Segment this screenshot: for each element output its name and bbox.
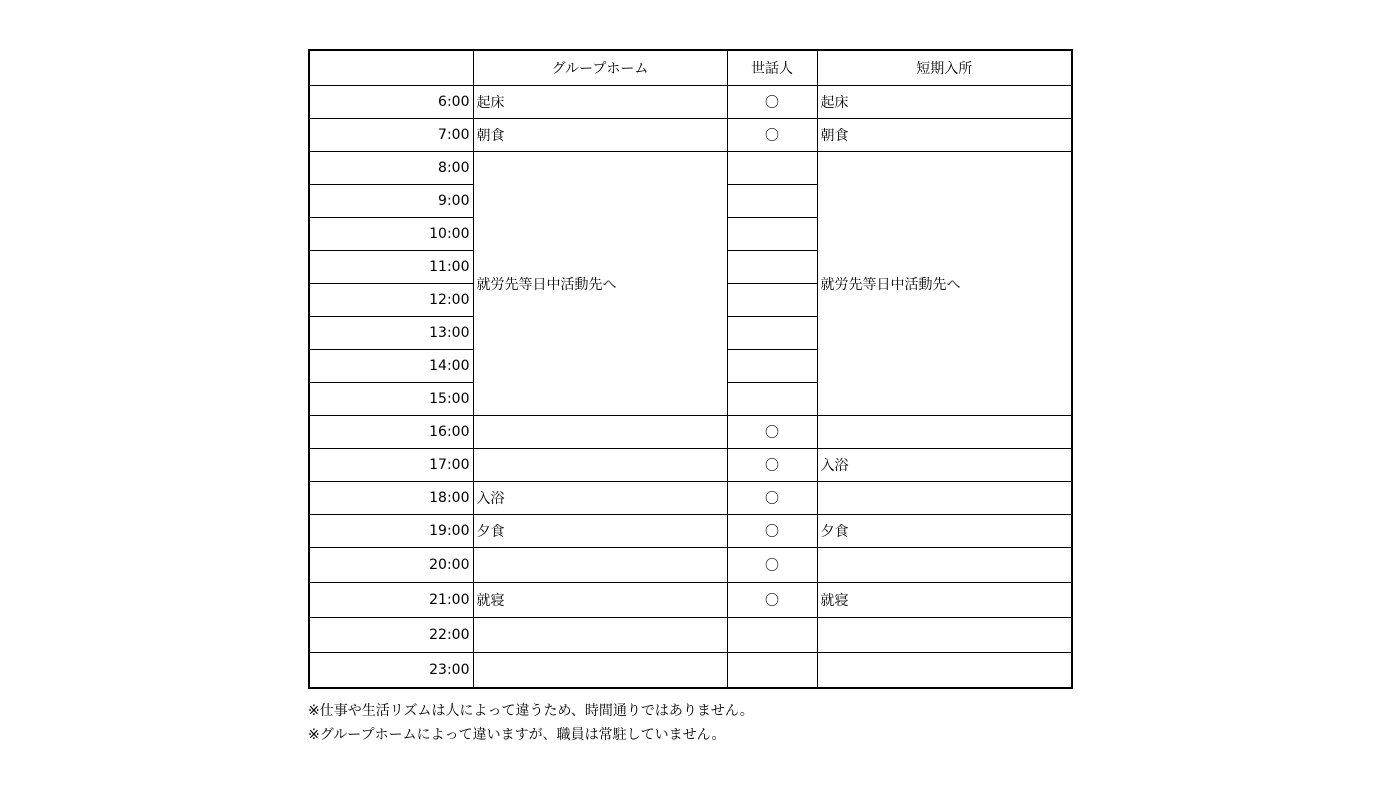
short-stay-daytime-cell: 就労先等日中活動先へ — [817, 152, 1072, 416]
table-row — [309, 152, 1072, 185]
group-home-cell: 起床 — [473, 86, 727, 119]
caretaker-cell — [727, 618, 817, 653]
table-row — [309, 86, 1072, 119]
group-home-cell — [473, 548, 727, 583]
caretaker-cell — [727, 218, 817, 251]
caretaker-cell: 〇 — [727, 482, 817, 515]
short-stay-cell: 就寝 — [817, 583, 1072, 618]
time-cell: 7:00 — [309, 119, 473, 152]
time-cell: 10:00 — [309, 218, 473, 251]
short-stay-cell — [817, 618, 1072, 653]
caretaker-cell: 〇 — [727, 449, 817, 482]
short-stay-cell: 入浴 — [817, 449, 1072, 482]
group-home-cell: 夕食 — [473, 515, 727, 548]
header-group-home: グループホーム — [473, 50, 727, 86]
short-stay-cell — [817, 482, 1072, 515]
caretaker-cell: 〇 — [727, 86, 817, 119]
short-stay-cell: 朝食 — [817, 119, 1072, 152]
caretaker-cell: 〇 — [727, 416, 817, 449]
time-cell: 23:00 — [309, 653, 473, 689]
time-cell: 17:00 — [309, 449, 473, 482]
header-time-cell — [309, 50, 473, 86]
table-row — [309, 583, 1072, 618]
time-cell: 15:00 — [309, 383, 473, 416]
header-short-stay: 短期入所 — [817, 50, 1072, 86]
caretaker-cell — [727, 185, 817, 218]
time-cell: 8:00 — [309, 152, 473, 185]
group-home-cell — [473, 653, 727, 689]
time-cell: 11:00 — [309, 251, 473, 284]
table-row — [309, 618, 1072, 653]
table-row — [309, 449, 1072, 482]
time-cell: 22:00 — [309, 618, 473, 653]
short-stay-cell — [817, 653, 1072, 689]
time-cell: 19:00 — [309, 515, 473, 548]
header-caretaker: 世話人 — [727, 50, 817, 86]
caretaker-cell: 〇 — [727, 548, 817, 583]
group-home-cell — [473, 449, 727, 482]
short-stay-cell: 夕食 — [817, 515, 1072, 548]
time-cell: 20:00 — [309, 548, 473, 583]
group-home-cell — [473, 416, 727, 449]
caretaker-cell — [727, 350, 817, 383]
short-stay-cell — [817, 416, 1072, 449]
footnote: ※仕事や生活リズムは人によって違うため、時間通りではありません。 — [308, 703, 754, 719]
caretaker-cell — [727, 383, 817, 416]
table-row — [309, 515, 1072, 548]
table-row — [309, 653, 1072, 689]
caretaker-cell: 〇 — [727, 119, 817, 152]
time-cell: 13:00 — [309, 317, 473, 350]
footnote: ※グループホームによって違いますが、職員は常駐していません。 — [308, 727, 726, 743]
daily-schedule-table — [308, 49, 1073, 689]
time-cell: 16:00 — [309, 416, 473, 449]
caretaker-cell: 〇 — [727, 515, 817, 548]
caretaker-cell — [727, 653, 817, 689]
caretaker-cell — [727, 152, 817, 185]
group-home-cell: 朝食 — [473, 119, 727, 152]
group-home-cell: 就寝 — [473, 583, 727, 618]
caretaker-cell: 〇 — [727, 583, 817, 618]
caretaker-cell — [727, 317, 817, 350]
table-header-row — [309, 50, 1072, 86]
time-cell: 18:00 — [309, 482, 473, 515]
group-home-cell: 入浴 — [473, 482, 727, 515]
time-cell: 12:00 — [309, 284, 473, 317]
table-row — [309, 482, 1072, 515]
table-row — [309, 416, 1072, 449]
time-cell: 9:00 — [309, 185, 473, 218]
group-home-cell — [473, 618, 727, 653]
time-cell: 14:00 — [309, 350, 473, 383]
short-stay-cell: 起床 — [817, 86, 1072, 119]
table-row — [309, 119, 1072, 152]
time-cell: 21:00 — [309, 583, 473, 618]
caretaker-cell — [727, 251, 817, 284]
footnotes — [308, 699, 1071, 747]
time-cell: 6:00 — [309, 86, 473, 119]
group-home-daytime-cell: 就労先等日中活動先へ — [473, 152, 727, 416]
short-stay-cell — [817, 548, 1072, 583]
caretaker-cell — [727, 284, 817, 317]
table-row — [309, 548, 1072, 583]
schedule-sheet — [308, 49, 1071, 747]
